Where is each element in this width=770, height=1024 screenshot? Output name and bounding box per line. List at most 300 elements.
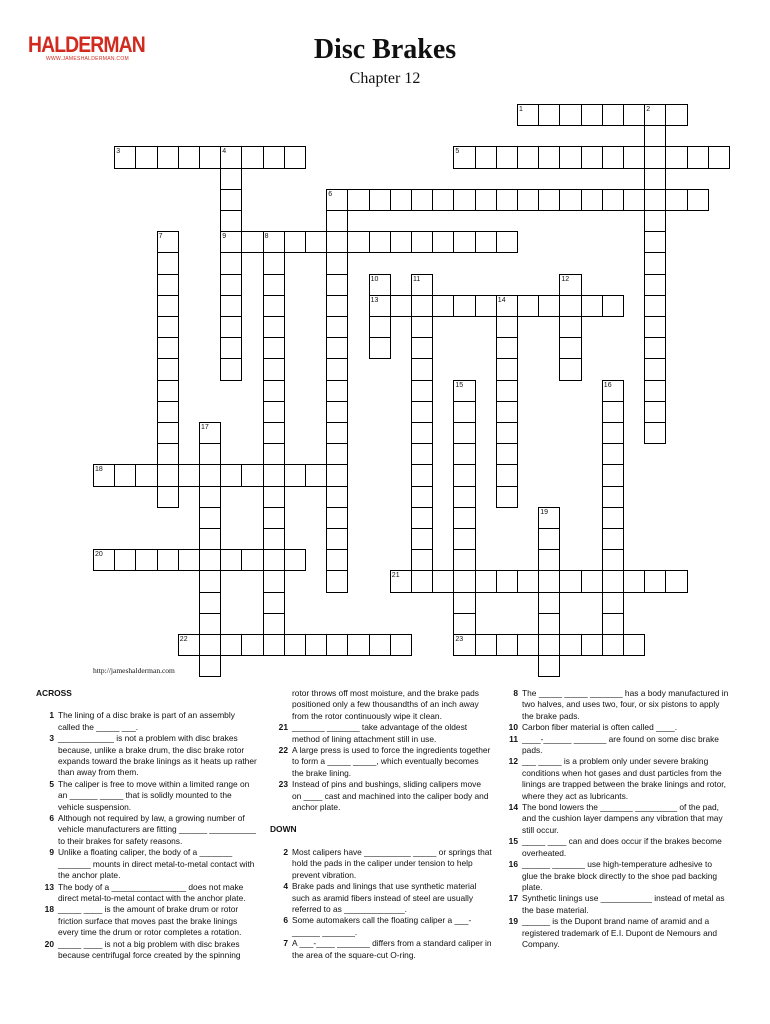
grid-cell[interactable]: [263, 486, 285, 508]
grid-cell[interactable]: [453, 380, 475, 402]
grid-cell[interactable]: [93, 464, 115, 486]
clue-number: 12: [508, 756, 518, 767]
grid-cell[interactable]: [517, 634, 539, 656]
grid-cell[interactable]: [538, 549, 560, 571]
grid-cell[interactable]: [157, 486, 179, 508]
grid-clue-number: 17: [201, 424, 209, 431]
grid-cell[interactable]: [369, 231, 391, 253]
clue-text: A ___-____ _______ differs from a standard caliper in the area of the square-cut O-ring.: [292, 938, 492, 960]
grid-cell[interactable]: [326, 231, 348, 253]
grid-cell[interactable]: [199, 613, 221, 635]
grid-cell[interactable]: [326, 549, 348, 571]
grid-cell[interactable]: [157, 316, 179, 338]
grid-cell[interactable]: [602, 528, 624, 550]
grid-cell[interactable]: [496, 380, 518, 402]
grid-cell[interactable]: [687, 146, 709, 168]
grid-cell[interactable]: [602, 634, 624, 656]
grid-cell[interactable]: [623, 189, 645, 211]
across-clue-list-continued: [270, 688, 492, 813]
grid-cell[interactable]: [347, 189, 369, 211]
grid-cell[interactable]: [602, 570, 624, 592]
clue-item: [36, 779, 258, 813]
grid-cell[interactable]: [432, 189, 454, 211]
grid-cell[interactable]: [623, 146, 645, 168]
clue-text: Although not required by law, a growing number of vehicle manufacturers are fitting ______ __________ to their brakes for safety reasons.: [58, 813, 256, 846]
grid-cell[interactable]: [284, 549, 306, 571]
grid-cell[interactable]: [157, 464, 179, 486]
grid-cell[interactable]: [581, 295, 603, 317]
grid-cell[interactable]: [220, 358, 242, 380]
grid-cell[interactable]: [453, 443, 475, 465]
grid-cell[interactable]: [199, 146, 221, 168]
grid-cell[interactable]: [644, 295, 666, 317]
grid-cell[interactable]: [559, 146, 581, 168]
grid-cell[interactable]: [263, 464, 285, 486]
grid-cell[interactable]: [538, 189, 560, 211]
grid-cell[interactable]: [623, 104, 645, 126]
grid-cell[interactable]: [644, 316, 666, 338]
grid-cell[interactable]: [687, 189, 709, 211]
grid-cell[interactable]: [644, 252, 666, 274]
grid-cell[interactable]: [602, 613, 624, 635]
clue-text: Some automakers call the floating caliper a ___-______ _______.: [292, 915, 472, 937]
clue-item: [270, 722, 492, 745]
grid-cell[interactable]: [326, 486, 348, 508]
grid-cell[interactable]: [199, 570, 221, 592]
grid-cell[interactable]: [708, 146, 730, 168]
grid-cell[interactable]: [305, 634, 327, 656]
clue-number: 7: [283, 938, 288, 949]
grid-cell[interactable]: [559, 570, 581, 592]
grid-cell[interactable]: [602, 592, 624, 614]
grid-cell[interactable]: [496, 422, 518, 444]
grid-cell[interactable]: [602, 380, 624, 402]
grid-cell[interactable]: [411, 443, 433, 465]
grid-cell[interactable]: [241, 231, 263, 253]
grid-cell[interactable]: [644, 358, 666, 380]
grid-cell[interactable]: [411, 507, 433, 529]
grid-clue-number: 9: [222, 233, 227, 241]
grid-cell[interactable]: [284, 464, 306, 486]
grid-cell[interactable]: [220, 252, 242, 274]
grid-cell[interactable]: [305, 231, 327, 253]
grid-cell[interactable]: [432, 231, 454, 253]
grid-cell[interactable]: [496, 401, 518, 423]
grid-cell[interactable]: [241, 464, 263, 486]
grid-cell[interactable]: [199, 549, 221, 571]
grid-cell[interactable]: [453, 613, 475, 635]
grid-cell[interactable]: [326, 316, 348, 338]
grid-cell[interactable]: [496, 189, 518, 211]
grid-cell[interactable]: [263, 549, 285, 571]
clue-number: 3: [49, 733, 54, 744]
clue-text: Carbon fiber material is often called ____.: [522, 722, 678, 733]
grid-clue-number: 3: [116, 148, 121, 156]
grid-cell[interactable]: [135, 146, 157, 168]
grid-cell[interactable]: [326, 252, 348, 274]
clue-text: The body of a ________________ does not make direct metal-to-metal contact with the anchor plate.: [58, 881, 246, 903]
grid-cell[interactable]: [263, 422, 285, 444]
grid-cell[interactable]: [263, 316, 285, 338]
grid-cell[interactable]: [538, 613, 560, 635]
grid-cell[interactable]: [496, 570, 518, 592]
clue-number: 23: [278, 779, 288, 790]
grid-cell[interactable]: [644, 168, 666, 190]
grid-cell[interactable]: [453, 231, 475, 253]
grid-cell[interactable]: [220, 295, 242, 317]
grid-cell[interactable]: [581, 570, 603, 592]
grid-cell[interactable]: [263, 507, 285, 529]
grid-cell[interactable]: [496, 316, 518, 338]
grid-cell[interactable]: [496, 358, 518, 380]
grid-cell[interactable]: [517, 104, 539, 126]
grid-cell[interactable]: [496, 231, 518, 253]
grid-cell[interactable]: [496, 146, 518, 168]
grid-cell[interactable]: [220, 168, 242, 190]
grid-cell[interactable]: [644, 570, 666, 592]
clue-item: [36, 939, 258, 962]
grid-cell[interactable]: [453, 422, 475, 444]
grid-cell[interactable]: [157, 146, 179, 168]
grid-cell[interactable]: [199, 655, 221, 677]
grid-cell[interactable]: [538, 507, 560, 529]
grid-cell[interactable]: [644, 231, 666, 253]
grid-cell[interactable]: [326, 528, 348, 550]
grid-cell[interactable]: [263, 592, 285, 614]
grid-cell[interactable]: [581, 189, 603, 211]
grid-cell[interactable]: [644, 337, 666, 359]
grid-cell[interactable]: [263, 274, 285, 296]
grid-cell[interactable]: [602, 486, 624, 508]
grid-cell[interactable]: [369, 295, 391, 317]
grid-cell[interactable]: [411, 358, 433, 380]
grid-clue-number: 7: [158, 233, 163, 241]
grid-cell[interactable]: [453, 549, 475, 571]
grid-cell[interactable]: [538, 104, 560, 126]
grid-cell[interactable]: [369, 189, 391, 211]
grid-cell[interactable]: [263, 380, 285, 402]
grid-cell[interactable]: [644, 401, 666, 423]
grid-cell[interactable]: [114, 549, 136, 571]
clue-item: [36, 882, 258, 905]
grid-cell[interactable]: [114, 464, 136, 486]
grid-cell[interactable]: [326, 295, 348, 317]
grid-cell[interactable]: [559, 104, 581, 126]
grid-cell[interactable]: [157, 549, 179, 571]
grid-cell[interactable]: [390, 634, 412, 656]
grid-cell[interactable]: [602, 443, 624, 465]
grid-cell[interactable]: [157, 337, 179, 359]
grid-cell[interactable]: [220, 146, 242, 168]
grid-cell[interactable]: [411, 337, 433, 359]
grid-cell[interactable]: [665, 189, 687, 211]
grid-cell[interactable]: [411, 316, 433, 338]
grid-cell[interactable]: [453, 295, 475, 317]
grid-cell[interactable]: [475, 570, 497, 592]
clue-text: ____-______ _______ are found on some disc brake pads.: [522, 733, 719, 756]
grid-cell[interactable]: [411, 295, 433, 317]
clue-item: [270, 688, 492, 722]
grid-cell[interactable]: [263, 146, 285, 168]
grid-cell[interactable]: [326, 337, 348, 359]
grid-cell[interactable]: [199, 486, 221, 508]
grid-cell[interactable]: [453, 570, 475, 592]
grid-cell[interactable]: [199, 507, 221, 529]
grid-cell[interactable]: [199, 592, 221, 614]
grid-cell[interactable]: [178, 464, 200, 486]
grid-cell[interactable]: [263, 337, 285, 359]
clue-item: [270, 847, 492, 881]
grid-cell[interactable]: [263, 295, 285, 317]
grid-cell[interactable]: [602, 295, 624, 317]
grid-cell[interactable]: [263, 252, 285, 274]
grid-cell[interactable]: [475, 146, 497, 168]
grid-cell[interactable]: [411, 274, 433, 296]
clue-text: Instead of pins and bushings, sliding calipers move on ____ cast and machined into the caliper body and anchor plate.: [292, 779, 489, 813]
grid-cell[interactable]: [199, 464, 221, 486]
grid-cell[interactable]: [559, 274, 581, 296]
grid-cell[interactable]: [644, 125, 666, 147]
grid-cell[interactable]: [411, 570, 433, 592]
grid-cell[interactable]: [665, 104, 687, 126]
grid-cell[interactable]: [602, 422, 624, 444]
grid-cell[interactable]: [602, 507, 624, 529]
grid-cell[interactable]: [602, 401, 624, 423]
clue-item: [500, 734, 730, 757]
grid-cell[interactable]: [517, 570, 539, 592]
grid-cell[interactable]: [157, 401, 179, 423]
grid-cell[interactable]: [453, 146, 475, 168]
grid-cell[interactable]: [305, 464, 327, 486]
grid-cell[interactable]: [220, 231, 242, 253]
grid-cell[interactable]: [559, 189, 581, 211]
grid-cell[interactable]: [326, 443, 348, 465]
grid-cell[interactable]: [496, 295, 518, 317]
grid-cell[interactable]: [538, 295, 560, 317]
grid-cell[interactable]: [178, 146, 200, 168]
grid-cell[interactable]: [178, 634, 200, 656]
grid-cell[interactable]: [602, 464, 624, 486]
grid-cell[interactable]: [581, 146, 603, 168]
grid-cell[interactable]: [390, 295, 412, 317]
grid-cell[interactable]: [157, 358, 179, 380]
grid-cell[interactable]: [263, 528, 285, 550]
down-heading: DOWN: [270, 824, 297, 835]
grid-cell[interactable]: [644, 189, 666, 211]
grid-cell[interactable]: [326, 210, 348, 232]
grid-cell[interactable]: [538, 146, 560, 168]
grid-cell[interactable]: [157, 295, 179, 317]
grid-cell[interactable]: [263, 231, 285, 253]
grid-cell[interactable]: [453, 189, 475, 211]
grid-cell[interactable]: [496, 464, 518, 486]
grid-cell[interactable]: [623, 570, 645, 592]
grid-cell[interactable]: [157, 422, 179, 444]
grid-cell[interactable]: [453, 486, 475, 508]
grid-cell[interactable]: [581, 634, 603, 656]
grid-cell[interactable]: [220, 189, 242, 211]
grid-cell[interactable]: [453, 507, 475, 529]
grid-cell[interactable]: [623, 634, 645, 656]
grid-cell[interactable]: [326, 380, 348, 402]
grid-cell[interactable]: [644, 274, 666, 296]
grid-cell[interactable]: [263, 401, 285, 423]
grid-cell[interactable]: [347, 231, 369, 253]
grid-cell[interactable]: [517, 146, 539, 168]
grid-cell[interactable]: [326, 274, 348, 296]
grid-cell[interactable]: [475, 295, 497, 317]
grid-cell[interactable]: [241, 634, 263, 656]
grid-cell[interactable]: [157, 443, 179, 465]
grid-cell[interactable]: [411, 464, 433, 486]
grid-cell[interactable]: [220, 210, 242, 232]
grid-cell[interactable]: [369, 316, 391, 338]
clue-number: 5: [49, 778, 54, 789]
clue-number: 2: [283, 846, 288, 857]
grid-cell[interactable]: [369, 634, 391, 656]
grid-cell[interactable]: [517, 295, 539, 317]
grid-cell[interactable]: [559, 358, 581, 380]
grid-cell[interactable]: [432, 295, 454, 317]
grid-cell[interactable]: [559, 295, 581, 317]
grid-cell[interactable]: [263, 613, 285, 635]
grid-cell[interactable]: [178, 549, 200, 571]
grid-cell[interactable]: [411, 380, 433, 402]
clue-number: 16: [508, 859, 518, 870]
clue-number: 17: [508, 893, 518, 904]
grid-cell[interactable]: [453, 634, 475, 656]
grid-cell[interactable]: [475, 189, 497, 211]
grid-cell[interactable]: [135, 464, 157, 486]
grid-cell[interactable]: [411, 549, 433, 571]
grid-cell[interactable]: [496, 337, 518, 359]
grid-cell[interactable]: [390, 570, 412, 592]
grid-cell[interactable]: [93, 549, 115, 571]
clue-number: 20: [44, 938, 54, 949]
grid-cell[interactable]: [199, 528, 221, 550]
clue-text: _____ ____ is the amount of brake drum or rotor friction surface that moves past the brake linings every time the drum or rotor completes a rotation.: [58, 904, 242, 938]
grid-cell[interactable]: [496, 634, 518, 656]
grid-cell[interactable]: [263, 443, 285, 465]
grid-cell[interactable]: [538, 592, 560, 614]
grid-cell[interactable]: [326, 189, 348, 211]
grid-cell[interactable]: [665, 570, 687, 592]
grid-cell[interactable]: [326, 570, 348, 592]
clue-number: 21: [278, 722, 288, 733]
grid-cell[interactable]: [538, 528, 560, 550]
grid-cell[interactable]: [220, 337, 242, 359]
grid-cell[interactable]: [220, 316, 242, 338]
grid-clue-number: 10: [370, 275, 379, 283]
grid-cell[interactable]: [411, 486, 433, 508]
across-heading: ACROSS: [36, 688, 72, 698]
grid-cell[interactable]: [559, 634, 581, 656]
grid-cell[interactable]: [326, 464, 348, 486]
grid-cell[interactable]: [538, 655, 560, 677]
grid-cell[interactable]: [263, 570, 285, 592]
grid-clue-number: 13: [370, 296, 379, 304]
grid-cell[interactable]: [135, 549, 157, 571]
grid-cell[interactable]: [644, 210, 666, 232]
grid-cell[interactable]: [644, 146, 666, 168]
grid-cell[interactable]: [644, 422, 666, 444]
grid-cell[interactable]: [644, 104, 666, 126]
grid-cell[interactable]: [263, 634, 285, 656]
grid-cell[interactable]: [157, 252, 179, 274]
grid-cell[interactable]: [559, 337, 581, 359]
grid-cell[interactable]: [644, 380, 666, 402]
grid-cell[interactable]: [390, 189, 412, 211]
grid-cell[interactable]: [241, 146, 263, 168]
grid-cell[interactable]: [581, 104, 603, 126]
grid-cell[interactable]: [220, 549, 242, 571]
grid-cell[interactable]: [199, 634, 221, 656]
grid-cell[interactable]: [453, 401, 475, 423]
grid-cell[interactable]: [326, 634, 348, 656]
clue-item: [270, 745, 492, 779]
grid-cell[interactable]: [602, 549, 624, 571]
grid-cell[interactable]: [411, 528, 433, 550]
grid-cell[interactable]: [390, 231, 412, 253]
grid-cell[interactable]: [602, 189, 624, 211]
grid-cell[interactable]: [665, 146, 687, 168]
grid-cell[interactable]: [157, 231, 179, 253]
grid-cell[interactable]: [220, 464, 242, 486]
grid-cell[interactable]: [114, 146, 136, 168]
grid-cell[interactable]: [475, 634, 497, 656]
grid-cell[interactable]: [496, 443, 518, 465]
grid-cell[interactable]: [411, 422, 433, 444]
page-title: Disc Brakes: [313, 34, 457, 65]
grid-cell[interactable]: [220, 634, 242, 656]
grid-cell[interactable]: [199, 443, 221, 465]
grid-cell[interactable]: [432, 570, 454, 592]
grid-cell[interactable]: [284, 146, 306, 168]
grid-cell[interactable]: [496, 486, 518, 508]
grid-cell[interactable]: [411, 401, 433, 423]
grid-cell[interactable]: [241, 549, 263, 571]
grid-cell[interactable]: [517, 189, 539, 211]
grid-cell[interactable]: [157, 274, 179, 296]
grid-cell[interactable]: [602, 146, 624, 168]
grid-cell[interactable]: [411, 231, 433, 253]
grid-cell[interactable]: [199, 422, 221, 444]
grid-cell[interactable]: [157, 380, 179, 402]
grid-cell[interactable]: [559, 316, 581, 338]
grid-cell[interactable]: [475, 231, 497, 253]
clue-number: 1: [49, 710, 54, 721]
grid-cell[interactable]: [453, 592, 475, 614]
grid-cell[interactable]: [602, 104, 624, 126]
grid-cell[interactable]: [538, 634, 560, 656]
grid-cell[interactable]: [326, 422, 348, 444]
grid-cell[interactable]: [326, 507, 348, 529]
grid-cell[interactable]: [369, 274, 391, 296]
grid-cell[interactable]: [284, 231, 306, 253]
grid-cell[interactable]: [538, 570, 560, 592]
grid-cell[interactable]: [453, 464, 475, 486]
footer-url[interactable]: http://jameshalderman.com: [93, 666, 175, 675]
grid-cell[interactable]: [284, 634, 306, 656]
grid-cell[interactable]: [220, 274, 242, 296]
grid-cell[interactable]: [347, 634, 369, 656]
grid-cell[interactable]: [326, 401, 348, 423]
grid-cell[interactable]: [453, 528, 475, 550]
grid-cell[interactable]: [326, 358, 348, 380]
grid-cell[interactable]: [369, 337, 391, 359]
grid-cell[interactable]: [263, 358, 285, 380]
grid-cell[interactable]: [411, 189, 433, 211]
